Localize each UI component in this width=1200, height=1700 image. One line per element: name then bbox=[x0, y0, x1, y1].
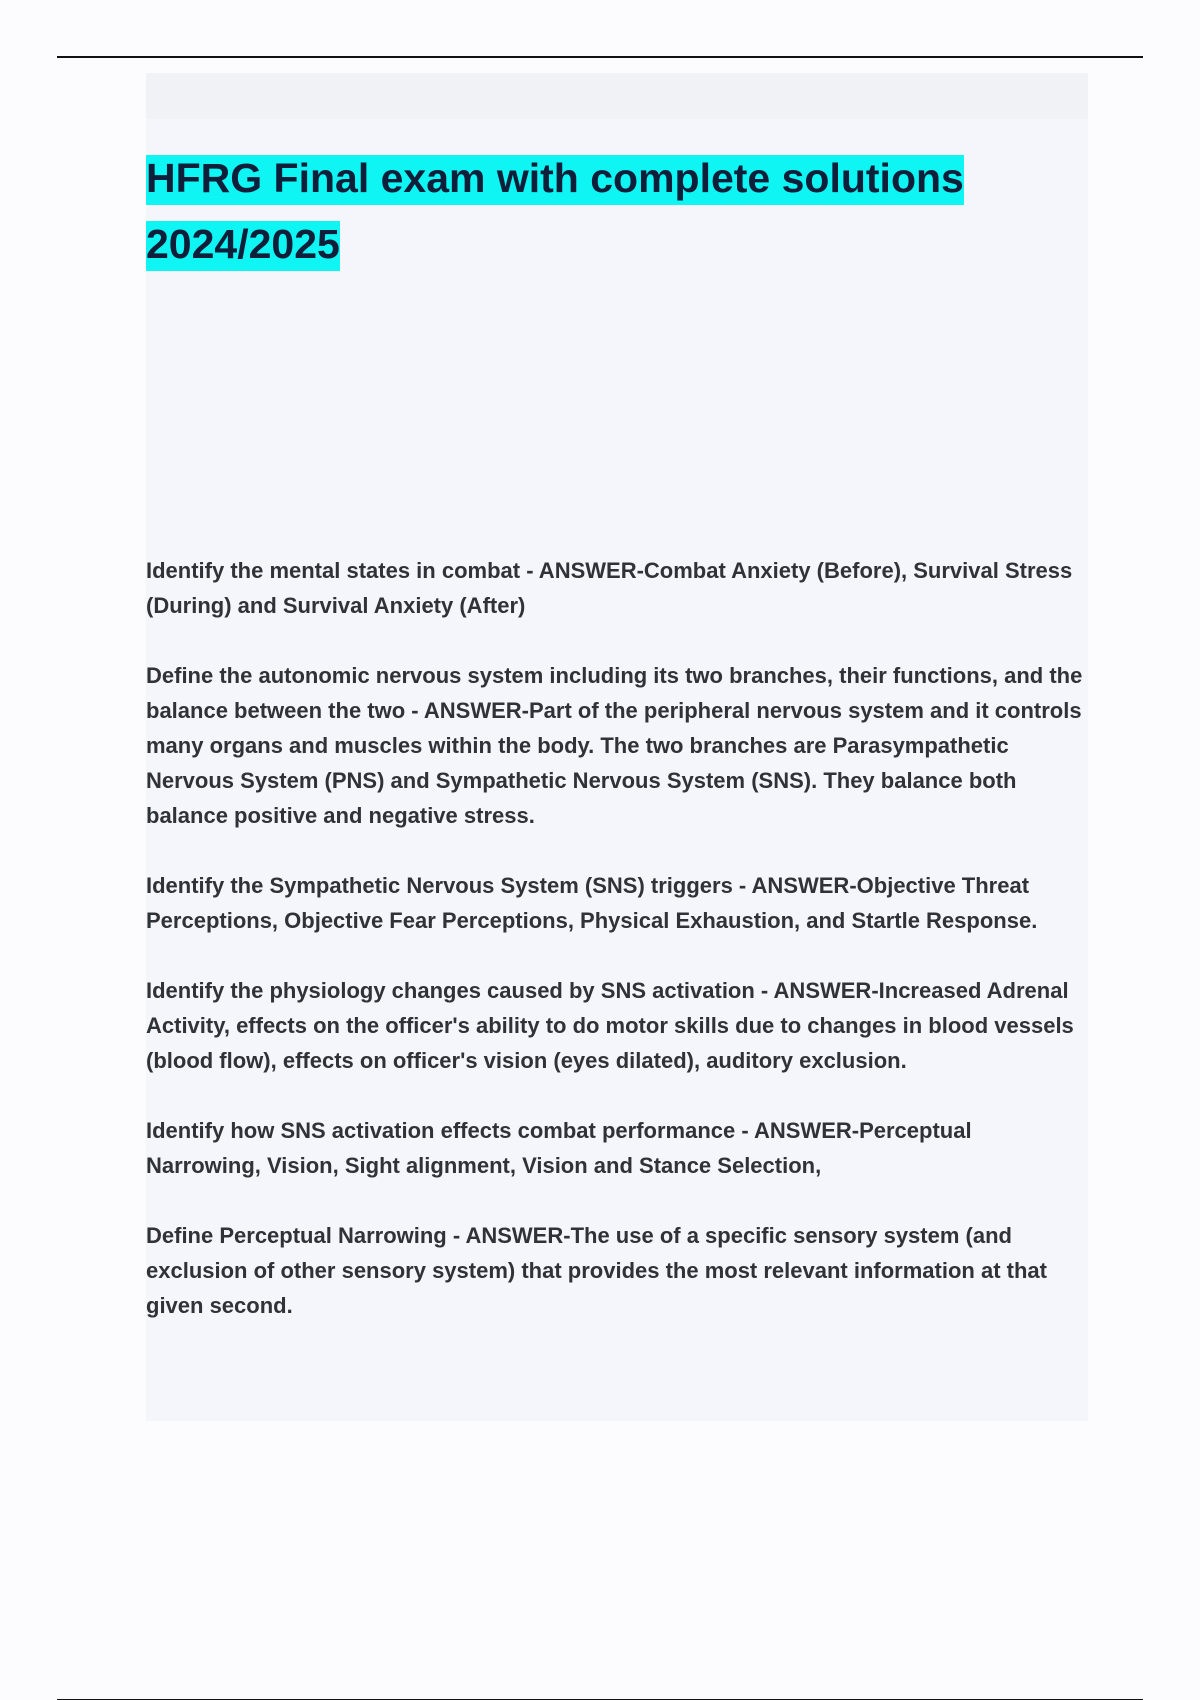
qa-item-sns-combat-performance: Identify how SNS activation effects combat performance - ANSWER-Perceptual Narrowing, Vision, Sight alignment, Vision and Stance Selection, bbox=[146, 1118, 972, 1178]
qa-list bbox=[146, 553, 1088, 1358]
top-rule bbox=[57, 56, 1143, 58]
qa-item-sns-triggers: Identify the Sympathetic Nervous System (SNS) triggers - ANSWER-Objective Threat Perceptions, Objective Fear Perceptions, Physical Exhaustion, and Startle Response. bbox=[146, 873, 1038, 933]
qa-item-autonomic-nervous-system: Define the autonomic nervous system including its two branches, their functions, and the balance between the two - ANSWER-Part of the peripheral nervous system and it controls many organs and muscles within the body. The two branches are Parasympathetic Nervous System (PNS) and Sympathetic Nervous System (SNS). They balance both balance positive and negative stress. bbox=[146, 663, 1083, 828]
document-title bbox=[146, 145, 1088, 277]
qa-item-mental-states: Identify the mental states in combat - ANSWER-Combat Anxiety (Before), Survival Stress (During) and Survival Anxiety (After) bbox=[146, 558, 1073, 618]
title-highlight: HFRG Final exam with complete solutions 2024/2025 bbox=[146, 155, 964, 271]
header-strip bbox=[146, 73, 1088, 119]
qa-item-sns-physiology-changes: Identify the physiology changes caused by SNS activation - ANSWER-Increased Adrenal Activity, effects on the officer's ability to do motor skills due to changes in blood vessels (blood flow), effects on officer's vision (eyes dilated), auditory exclusion. bbox=[146, 978, 1074, 1073]
qa-item-perceptual-narrowing: Define Perceptual Narrowing - ANSWER-The use of a specific sensory system (and exclusion of other sensory system) that provides the most relevant information at that given second. bbox=[146, 1223, 1047, 1318]
document-content bbox=[146, 73, 1088, 1421]
